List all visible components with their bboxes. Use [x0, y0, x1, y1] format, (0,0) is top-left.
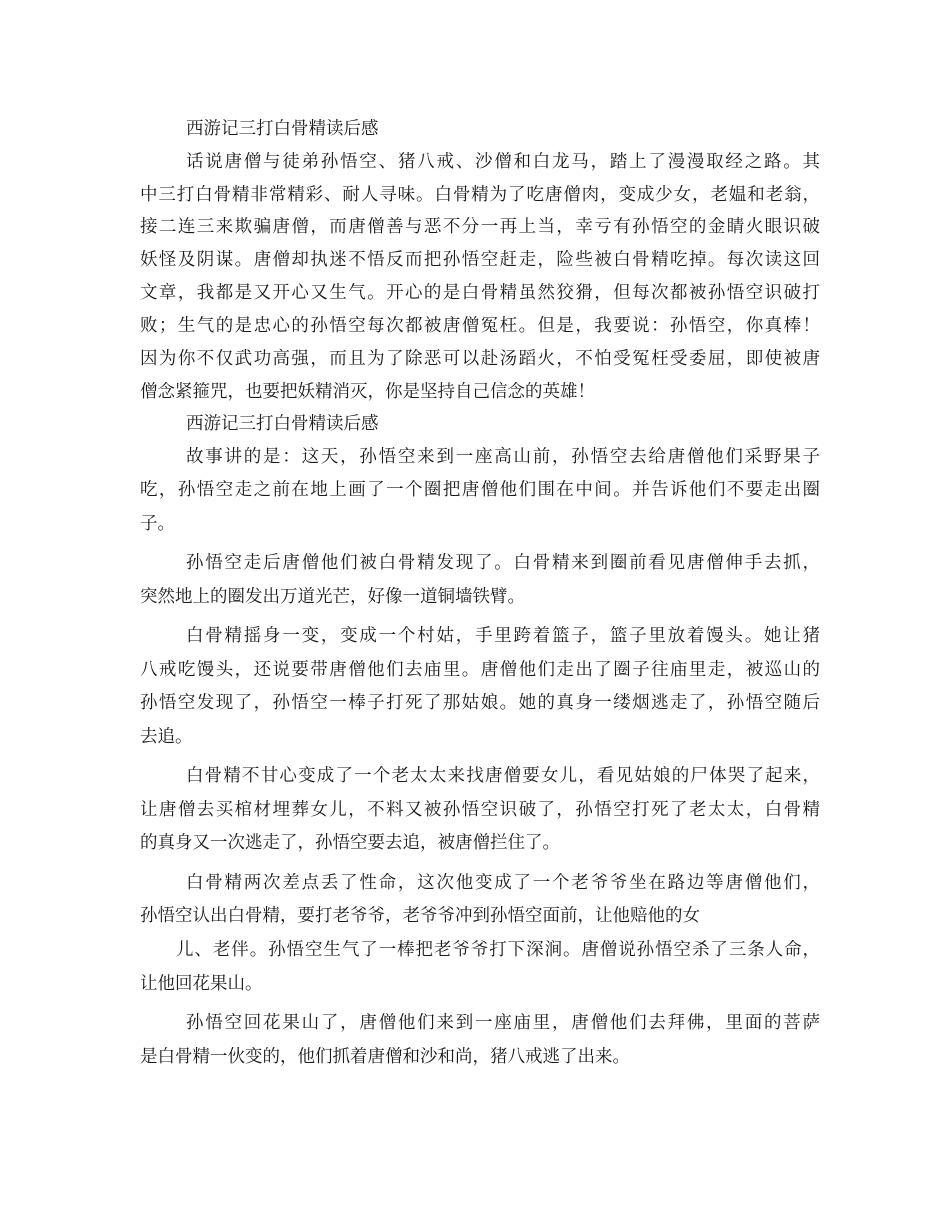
- text-line: 孙悟空走后唐僧他们被白骨精发现了。白骨精来到圈前看见唐僧伸手去抓，: [186, 553, 820, 573]
- text-line: 话说唐僧与徒弟孙悟空、猪八戒、沙僧和白龙马，踏上了漫漫取经之路。其: [186, 152, 820, 172]
- text-line: 子。: [140, 514, 175, 534]
- text-line: 让唐僧去买棺材埋葬女儿，不料又被孙悟空识破了，孙悟空打死了老太太，白骨精: [140, 800, 820, 820]
- text-line: 白骨精摇身一变，变成一个村姑，手里跨着篮子，篮子里放着馒头。她让猪: [186, 626, 820, 646]
- text-line: 孙悟空回花果山了，唐僧他们来到一座庙里，唐僧他们去拜佛，里面的菩萨: [186, 1013, 820, 1033]
- text-line: 去追。: [140, 727, 193, 747]
- text-line: 八戒吃馒头，还说要带唐僧他们去庙里。唐僧他们走出了圈子往庙里走，被巡山的: [140, 660, 820, 680]
- section-title: 西游记三打白骨精读后感: [186, 414, 379, 434]
- text-line: 吃，孙悟空走之前在地上画了一个圈把唐僧他们围在中间。并告诉他们不要走出圈: [140, 480, 820, 500]
- text-line: 白骨精不甘心变成了一个老太太来找唐僧要女儿，看见姑娘的尸体哭了起来，: [186, 766, 820, 786]
- text-line: 败；生气的是忠心的孙悟空每次都被唐僧冤枉。但是，我要说：孙悟空，你真棒！: [140, 316, 820, 336]
- text-line: 接二连三来欺骗唐僧，而唐僧善与恶不分一再上当，幸亏有孙悟空的金睛火眼识破: [140, 217, 820, 237]
- text-line: 突然地上的圈发出万道光芒，好像一道铜墙铁臂。: [140, 587, 525, 607]
- section-title: 西游记三打白骨精读后感: [186, 119, 379, 139]
- text-line: 的真身又一次逃走了，孙悟空要去追，被唐僧拦住了。: [140, 833, 560, 853]
- text-line: 让他回花果山。: [140, 974, 263, 994]
- text-line: 僧念紧箍咒，也要把妖精消灭，你是坚持自己信念的英雄！: [140, 382, 595, 402]
- text-line: 白骨精两次差点丢了性命，这次他变成了一个老爷爷坐在路边等唐僧他们，: [186, 873, 820, 893]
- text-line: 孙悟空发现了，孙悟空一棒子打死了那姑娘。她的真身一缕烟逃走了，孙悟空随后: [140, 693, 820, 713]
- text-line: 儿、老伴。孙悟空生气了一棒把老爷爷打下深涧。唐僧说孙悟空杀了三条人命，: [176, 940, 820, 960]
- text-line: 中三打白骨精非常精彩、耐人寻味。白骨精为了吃唐僧肉，变成少女，老媪和老翁，: [140, 185, 820, 205]
- text-line: 文章，我都是又开心又生气。开心的是白骨精虽然狡猾，但每次都被孙悟空识破打: [140, 283, 820, 303]
- text-line: 孙悟空认出白骨精，要打老爷爷，老爷爷冲到孙悟空面前，让他赔他的女: [140, 906, 700, 926]
- text-line: 是白骨精一伙变的，他们抓着唐僧和沙和尚，猪八戒逃了出来。: [140, 1047, 630, 1067]
- text-line: 妖怪及阴谋。唐僧却执迷不悟反而把孙悟空赶走，险些被白骨精吃掉。每次读这回: [140, 250, 820, 270]
- text-line: 因为你不仅武功高强，而且为了除恶可以赴汤蹈火，不怕受冤枉受委屈，即使被唐: [140, 349, 820, 369]
- text-line: 故事讲的是：这天，孙悟空来到一座高山前，孙悟空去给唐僧他们采野果子: [186, 447, 820, 467]
